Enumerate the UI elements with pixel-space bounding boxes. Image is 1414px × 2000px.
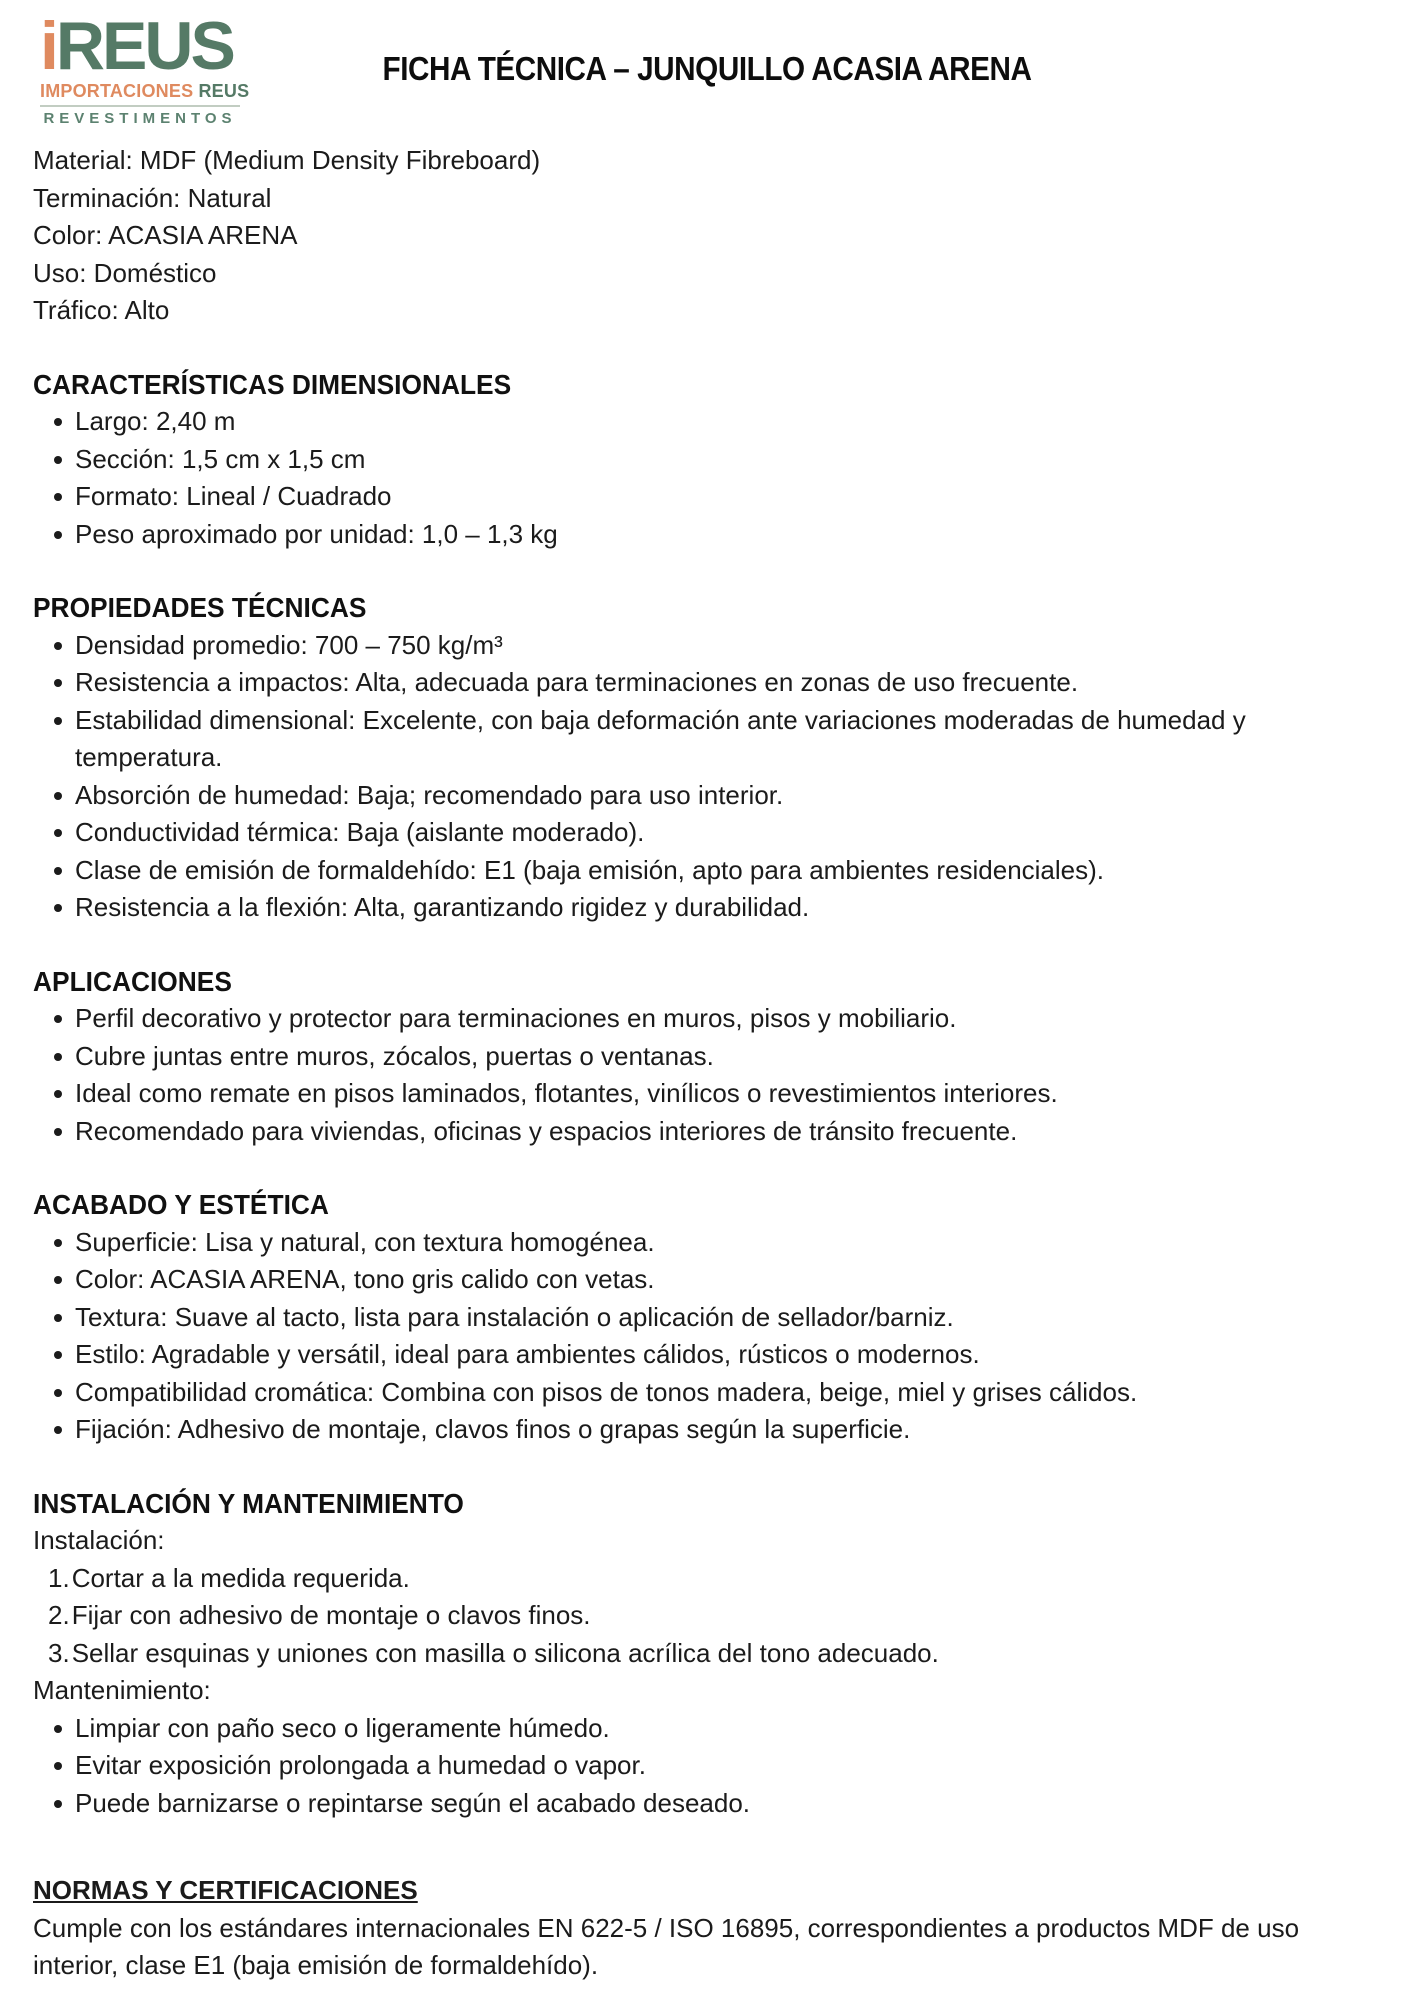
bullet-item: Textura: Suave al tacto, lista para instalación o aplicación de sellador/barniz. <box>33 1299 1381 1337</box>
section-heading: APLICACIONES <box>33 965 232 997</box>
step-text: Sellar esquinas y uniones con masilla o silicona acrílica del tono adecuado. <box>71 1637 939 1668</box>
document-header <box>33 0 1381 132</box>
product-summary <box>33 142 1381 330</box>
bullet-item: Formato: Lineal / Cuadrado <box>33 478 1381 516</box>
bullet-item: Ideal como remate en pisos laminados, flotantes, vinílicos o revestimientos interiores. <box>33 1075 1381 1113</box>
bullet-item: Limpiar con paño seco o ligeramente húmedo. <box>33 1710 1381 1748</box>
logo-subtitle-right: REUS <box>198 81 250 101</box>
summary-color: Color: ACASIA ARENA <box>33 220 298 250</box>
step-text: Fijar con adhesivo de montaje o clavos finos. <box>71 1600 591 1630</box>
step-text: Cortar a la medida requerida. <box>71 1562 410 1593</box>
page-title: FICHA TÉCNICA – JUNQUILLO ACASIA ARENA <box>382 50 1032 87</box>
bullet-item: Fijación: Adhesivo de montaje, clavos finos o grapas según la superficie. <box>33 1411 1381 1449</box>
section-instalacion-mantenimiento <box>33 1485 1381 1823</box>
bullet-item: Absorción de humedad: Baja; recomendado para uso interior. <box>33 777 1381 815</box>
step-item <box>33 1635 1381 1673</box>
section-caracteristicas-dimensionales <box>33 366 1381 554</box>
section-normas-certificaciones <box>33 1872 1381 1985</box>
bullet-list <box>33 1224 1381 1449</box>
bullet-item: Largo: 2,40 m <box>33 403 1381 441</box>
bullet-item: Estabilidad dimensional: Excelente, con baja deformación ante variaciones moderadas de humedad y temperatura. <box>33 702 1381 777</box>
bullet-item: Superficie: Lisa y natural, con textura homogénea. <box>33 1224 1381 1262</box>
bullet-item: Peso aproximado por unidad: 1,0 – 1,3 kg <box>33 516 1381 554</box>
subheading-instalacion: Instalación: <box>33 1525 165 1555</box>
bullet-item: Perfil decorativo y protector para terminaciones en muros, pisos y mobiliario. <box>33 1000 1381 1038</box>
logo-subtitle-left: IMPORTACIONES <box>40 81 194 101</box>
bullet-item: Cubre juntas entre muros, zócalos, puertas o ventanas. <box>33 1038 1381 1076</box>
summary-uso: Uso: Doméstico <box>33 257 217 288</box>
section-propiedades-tecnicas <box>33 589 1381 927</box>
bullet-item: Estilo: Agradable y versátil, ideal para ambientes cálidos, rústicos o modernos. <box>33 1336 1381 1374</box>
bullet-item: Recomendado para viviendas, oficinas y espacios interiores de tránsito frecuente. <box>33 1113 1381 1151</box>
bullet-item: Color: ACASIA ARENA, tono gris calido con vetas. <box>33 1261 1381 1299</box>
step-item <box>33 1560 1381 1598</box>
bullet-item: Sección: 1,5 cm x 1,5 cm <box>33 441 1381 479</box>
bullet-item: Resistencia a la flexión: Alta, garantizando rigidez y durabilidad. <box>33 889 1381 927</box>
logo-wordmark-i: i <box>40 8 56 84</box>
subheading-mantenimiento: Mantenimiento: <box>33 1675 211 1705</box>
step-number: 2. <box>48 1600 70 1630</box>
bullet-list <box>33 403 1381 553</box>
step-item <box>33 1597 1381 1635</box>
bullet-list <box>33 627 1381 927</box>
step-number: 1. <box>48 1562 70 1593</box>
bullet-item: Resistencia a impactos: Alta, adecuada para terminaciones en zonas de uso frecuente. <box>33 664 1381 702</box>
bullet-item: Densidad promedio: 700 – 750 kg/m³ <box>33 627 1381 665</box>
section-heading: ACABADO Y ESTÉTICA <box>33 1189 329 1220</box>
bullet-item: Conductividad térmica: Baja (aislante moderado). <box>33 814 1381 852</box>
section-heading: INSTALACIÓN Y MANTENIMIENTO <box>33 1487 464 1519</box>
summary-terminacion: Terminación: Natural <box>33 182 272 213</box>
standards-text: Cumple con los estándares internacionales EN 622-5 / ISO 16895, correspondientes a productos MDF de uso interior, clase E1 (baja emisión de formaldehído). <box>33 1912 1300 1980</box>
logo-tagline: REVESTIMENTOS <box>43 110 237 127</box>
section-acabado-estetica <box>33 1186 1381 1449</box>
section-heading: CARACTERÍSTICAS DIMENSIONALES <box>33 368 512 400</box>
bullet-item: Clase de emisión de formaldehído: E1 (baja emisión, apto para ambientes residenciales). <box>33 852 1381 890</box>
bullet-list <box>33 1710 1381 1823</box>
bullet-item: Evitar exposición prolongada a humedad o vapor. <box>33 1747 1381 1785</box>
step-number: 3. <box>48 1637 70 1668</box>
logo-divider <box>40 105 240 107</box>
summary-material: Material: MDF (Medium Density Fibreboard) <box>33 145 541 175</box>
bullet-list <box>33 1000 1381 1150</box>
bullet-item: Compatibilidad cromática: Combina con pisos de tonos madera, beige, miel y grises cálidos. <box>33 1374 1381 1412</box>
bullet-item: Puede barnizarse o repintarse según el acabado deseado. <box>33 1785 1381 1823</box>
installation-steps <box>33 1560 1381 1673</box>
section-heading: PROPIEDADES TÉCNICAS <box>33 592 367 623</box>
standards-heading: NORMAS Y CERTIFICACIONES <box>33 1875 418 1905</box>
summary-trafico: Tráfico: Alto <box>33 295 170 325</box>
section-aplicaciones <box>33 963 1381 1151</box>
logo-wordmark-reus: REUS <box>55 8 233 84</box>
